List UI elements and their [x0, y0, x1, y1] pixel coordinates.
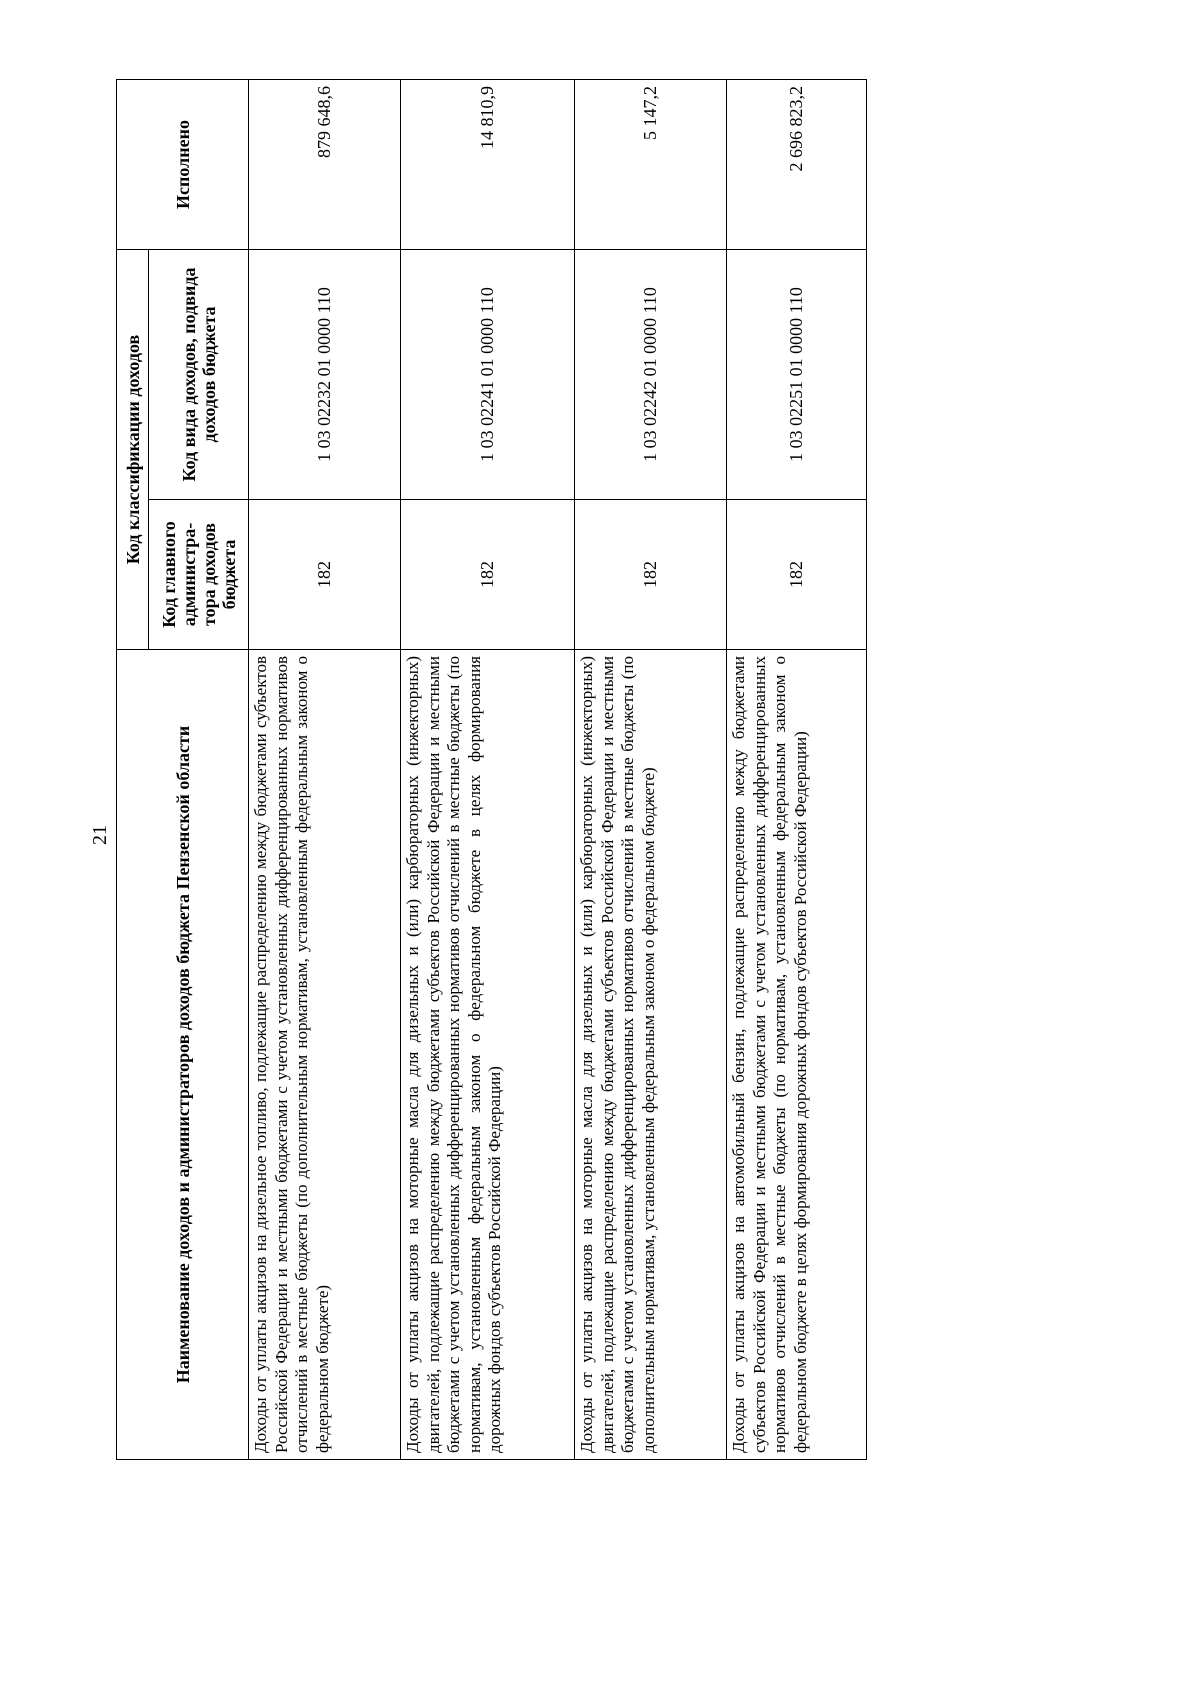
row-name: Доходы от уплаты акцизов на дизельное топливо, подлежащие распределению между бюджетами субъектов Российской Федерации и местными бюджетами с учетом установленных дифференцированных нормативов отчислений в местные бюджеты (по дополнительным нормативам, установленным федеральным законом о федеральном бюджете): [249, 650, 401, 1460]
row-name: Доходы от уплаты акцизов на моторные масла для дизельных и (или) карбюраторных (инжекторных) двигателей, подлежащие распределению между бюджетами субъектов Российской Федерации и местными бюджетами с учетом установленных дифференцированных нормативов отчислений в местные бюджеты (по дополнительным нормативам, установленным федеральным законом о федеральном бюджете): [575, 650, 727, 1460]
row-name: Доходы от уплаты акцизов на автомобильный бензин, подлежащие распределению между бюджетами субъектов Российской Федерации и местными бюджетами с учетом установленных дифференцированных нормативов отчислений в местные бюджеты (по нормативам, установленным федеральным законом о федеральном бюджете в целях формирования дорожных фондов субъектов Российской Федерации): [727, 650, 867, 1460]
row-executed: 5 147,2: [575, 80, 727, 250]
table-row: [401, 80, 575, 1460]
rotated-table-frame: [116, 80, 866, 1460]
header-classification-group: Код классификации доходов: [117, 250, 149, 650]
table-row: [727, 80, 867, 1460]
row-revenue-code: 1 03 02242 01 0000 110: [575, 250, 727, 500]
row-revenue-code: 1 03 02251 01 0000 110: [727, 250, 867, 500]
row-admin-code: 182: [575, 500, 727, 650]
row-executed: 2 696 823,2: [727, 80, 867, 250]
row-executed: 879 648,6: [249, 80, 401, 250]
row-admin-code: 182: [727, 500, 867, 650]
revenue-table: [116, 79, 867, 1460]
header-name: Наименование доходов и администраторов доходов бюджета Пензенской области: [117, 650, 249, 1460]
row-revenue-code: 1 03 02241 01 0000 110: [401, 250, 575, 500]
header-admin-code: Код главного администра-тора доходов бюджета: [149, 500, 249, 650]
table-row: [249, 80, 401, 1460]
page-number: 21: [89, 825, 111, 845]
row-name: Доходы от уплаты акцизов на моторные масла для дизельных и (или) карбюраторных (инжекторных) двигателей, подлежащие распределению между бюджетами субъектов Российской Федерации и местными бюджетами с учетом установленных дифференцированных нормативов отчислений в местные бюджеты (по нормативам, установленным федеральным законом о федеральном бюджете в целях формирования дорожных фондов субъектов Российской Федерации): [401, 650, 575, 1460]
header-revenue-code: Код вида доходов, подвида доходов бюджета: [149, 250, 249, 500]
row-executed: 14 810,9: [401, 80, 575, 250]
header-executed: Исполнено: [117, 80, 249, 250]
table-container: [116, 80, 866, 1460]
row-revenue-code: 1 03 02232 01 0000 110: [249, 250, 401, 500]
row-admin-code: 182: [249, 500, 401, 650]
row-admin-code: 182: [401, 500, 575, 650]
table-row: [575, 80, 727, 1460]
